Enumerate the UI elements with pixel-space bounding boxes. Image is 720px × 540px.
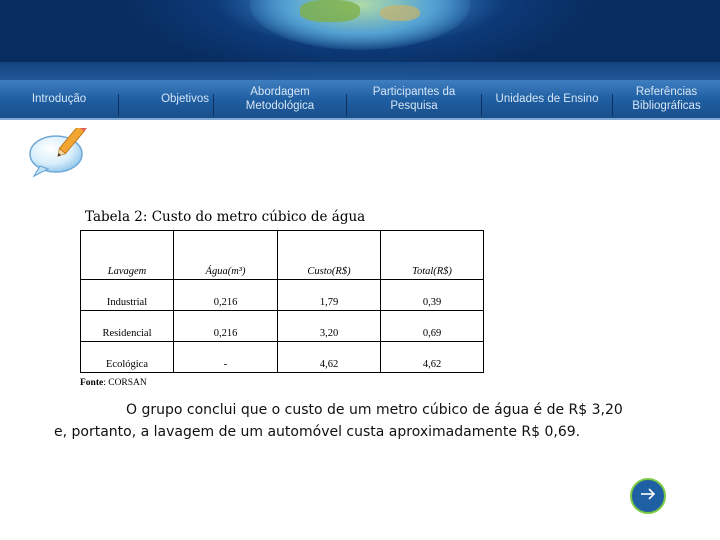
cost-table: [80, 230, 484, 373]
nav-item-abordagem[interactable]: [214, 80, 346, 118]
table-title: Tabela 2: Custo do metro cúbico de água: [85, 209, 366, 225]
table-cell: 0,216: [174, 280, 278, 311]
nav-item-label: Abordagem Metodológica: [245, 86, 315, 112]
table-cell: 0,216: [174, 311, 278, 342]
table-cell: 0,69: [381, 311, 484, 342]
table-cell: -: [174, 342, 278, 373]
nav-item-introducao[interactable]: [0, 80, 118, 118]
nav-item-unidades[interactable]: [482, 80, 612, 118]
table-cell: 3,20: [278, 311, 381, 342]
table-cell: Residencial: [81, 311, 174, 342]
globe-land: [380, 5, 420, 21]
table-header-cell: Lavagem: [81, 231, 174, 280]
table-cell: 0,39: [381, 280, 484, 311]
table-row: [81, 280, 484, 311]
table-cell: Ecológica: [81, 342, 174, 373]
conclusion-line-2: e, portanto, a lavagem de um automóvel custa aproximadamente R$ 0,69.: [54, 424, 581, 440]
source-value: : CORSAN: [103, 378, 147, 388]
top-navigation: [0, 80, 720, 120]
banner-band: [0, 62, 720, 80]
conclusion-line-1: O grupo conclui que o custo de um metro cúbico de água é de R$ 3,20: [126, 402, 623, 418]
source-label: Fonte: [80, 378, 104, 388]
nav-item-label: Unidades de Ensino: [495, 93, 599, 105]
table-source: [80, 378, 147, 388]
nav-item-label: Objetivos: [161, 93, 209, 105]
nav-item-referencias[interactable]: [613, 80, 720, 118]
table-cell: 4,62: [381, 342, 484, 373]
table-cell: 4,62: [278, 342, 381, 373]
table-row: [81, 311, 484, 342]
table-cell: Industrial: [81, 280, 174, 311]
arrow-right-icon: [639, 487, 657, 506]
nav-item-label: Participantes da Pesquisa: [372, 86, 456, 112]
conclusion-text: [54, 399, 674, 443]
table-cell: 1,79: [278, 280, 381, 311]
header-banner: [0, 0, 720, 80]
nav-item-participantes[interactable]: [347, 80, 481, 118]
nav-item-label: Introdução: [31, 93, 87, 105]
table-header-cell: Custo(R$): [278, 231, 381, 280]
nav-item-objetivos[interactable]: [119, 80, 213, 118]
globe-land: [300, 0, 360, 22]
table-row: [81, 342, 484, 373]
nav-item-label: Referências Bibliográficas: [632, 86, 701, 112]
table-header-row: [81, 231, 484, 280]
globe-image: [250, 0, 470, 50]
speech-bubble-pencil-icon: [28, 128, 90, 176]
table-header-cell: Total(R$): [381, 231, 484, 280]
next-slide-button[interactable]: [630, 478, 666, 514]
table-header-cell: Água(m³): [174, 231, 278, 280]
